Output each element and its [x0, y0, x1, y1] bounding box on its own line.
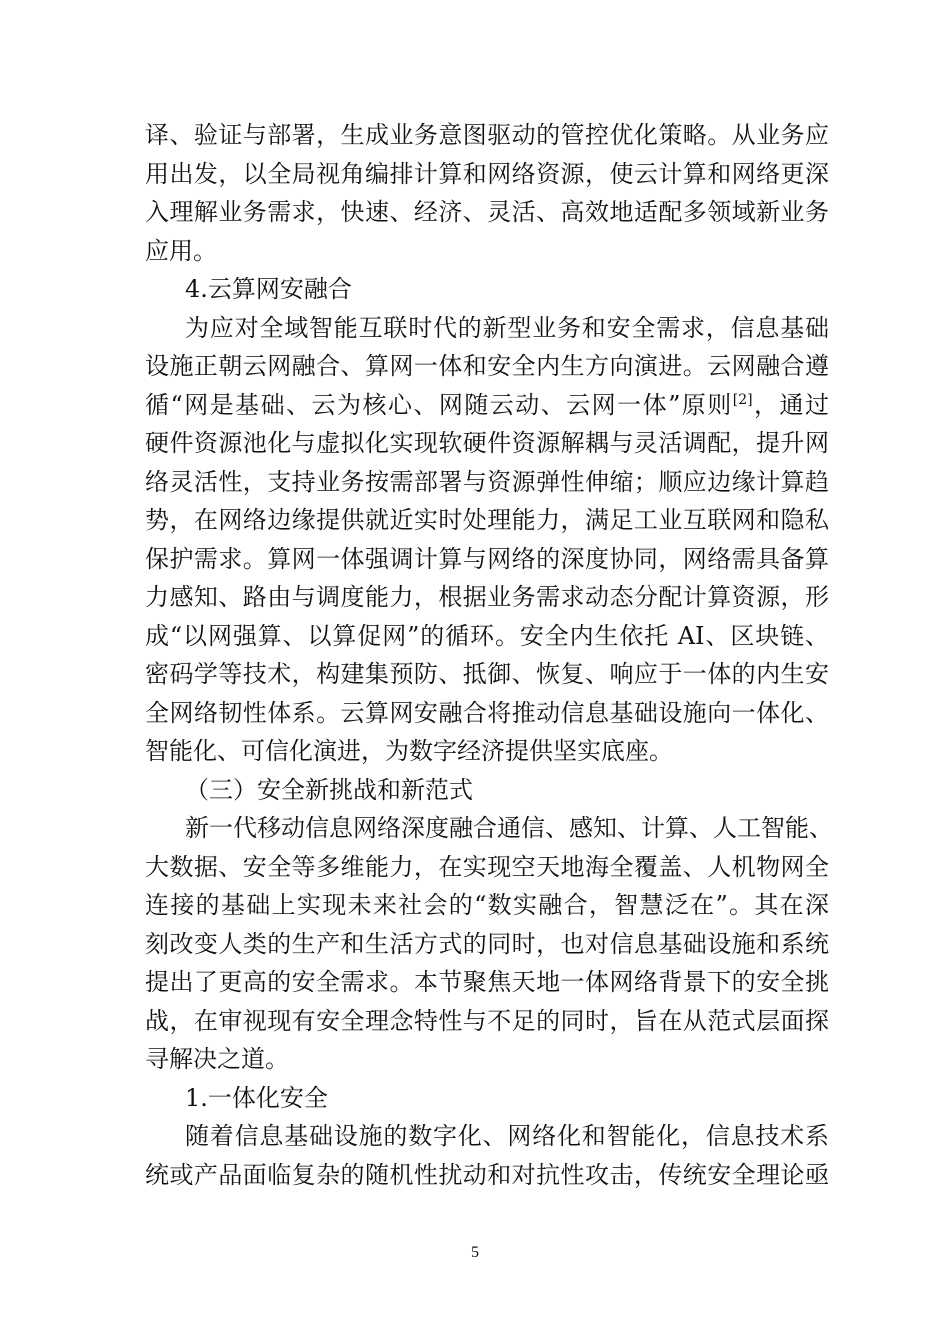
citation-reference[interactable]: [2]: [732, 391, 753, 408]
text-line: 智能化、可信化演进，为数字经济提供坚实底座。: [145, 737, 673, 765]
text-line: 络灵活性，支持业务按需部署与资源弹性伸缩；顺应边缘计算趋: [145, 467, 829, 496]
paragraph: [145, 809, 833, 1079]
text-line: 用出发，以全局视角编排计算和网络资源，使云计算和网络更深: [145, 159, 829, 188]
text-line: 随着信息基础设施的数字化、网络化和智能化，信息技术系: [185, 1122, 829, 1150]
text-line: 全网络韧性体系。云算网安融合将推动信息基础设施向一体化、: [145, 698, 829, 727]
text-line: 大数据、安全等多维能力，在实现空天地海全覆盖、人机物网全: [145, 852, 829, 881]
subsection-heading: 4.云算网安融合: [185, 275, 352, 303]
text-line: 应用。: [145, 236, 217, 265]
document-body: [145, 116, 833, 1194]
text-line: 刻改变人类的生产和生活方式的同时，也对信息基础设施和系统: [145, 929, 829, 958]
text-fragment: ，通过: [752, 390, 829, 419]
paragraph: [145, 116, 829, 270]
text-line: 连接的基础上实现未来社会的“数实融合，智慧泛在”。其在深: [145, 891, 829, 919]
page-number: 5: [471, 1244, 479, 1261]
text-line: 战，在审视现有安全理念特性与不足的同时，旨在从范式层面探: [145, 1006, 829, 1035]
text-line: [145, 386, 829, 425]
paragraph: [145, 1117, 829, 1194]
text-line: 寻解决之道。: [145, 1045, 289, 1073]
subsection-heading: 1.一体化安全: [185, 1083, 328, 1112]
paragraph: [145, 309, 829, 771]
section-heading: （三）安全新挑战和新范式: [185, 775, 473, 804]
text-line: 密码学等技术，构建集预防、抵御、恢复、响应于一体的内生安: [145, 660, 829, 688]
text-fragment: 循“网是基础、云为核心、网随云动、云网一体”原则: [145, 390, 733, 419]
text-line: 势，在网络边缘提供就近实时处理能力，满足工业互联网和隐私: [145, 506, 829, 534]
text-line: 统或产品面临复杂的随机性扰动和对抗性攻击，传统安全理论亟: [145, 1160, 829, 1189]
text-line: 成“以网强算、以算促网”的循环。安全内生依托 AI、区块链、: [145, 621, 829, 650]
text-line: 力感知、路由与调度能力，根据业务需求动态分配计算资源，形: [145, 583, 829, 611]
text-line: 硬件资源池化与虚拟化实现软硬件资源解耦与灵活调配，提升网: [145, 429, 829, 457]
text-line: 设施正朝云网融合、算网一体和安全内生方向演进。云网融合遵: [145, 352, 829, 380]
text-line: 译、验证与部署，生成业务意图驱动的管控优化策略。从业务应: [145, 121, 829, 149]
text-line: 新一代移动信息网络深度融合通信、感知、计算、人工智能、: [185, 814, 833, 842]
text-line: 为应对全域智能互联时代的新型业务和安全需求，信息基础: [185, 313, 829, 342]
text-line: 提出了更高的安全需求。本节聚焦天地一体网络背景下的安全挑: [145, 968, 829, 996]
text-line: 入理解业务需求，快速、经济、灵活、高效地适配多领域新业务: [145, 198, 829, 226]
text-line: 保护需求。算网一体强调计算与网络的深度协同，网络需具备算: [145, 544, 829, 573]
